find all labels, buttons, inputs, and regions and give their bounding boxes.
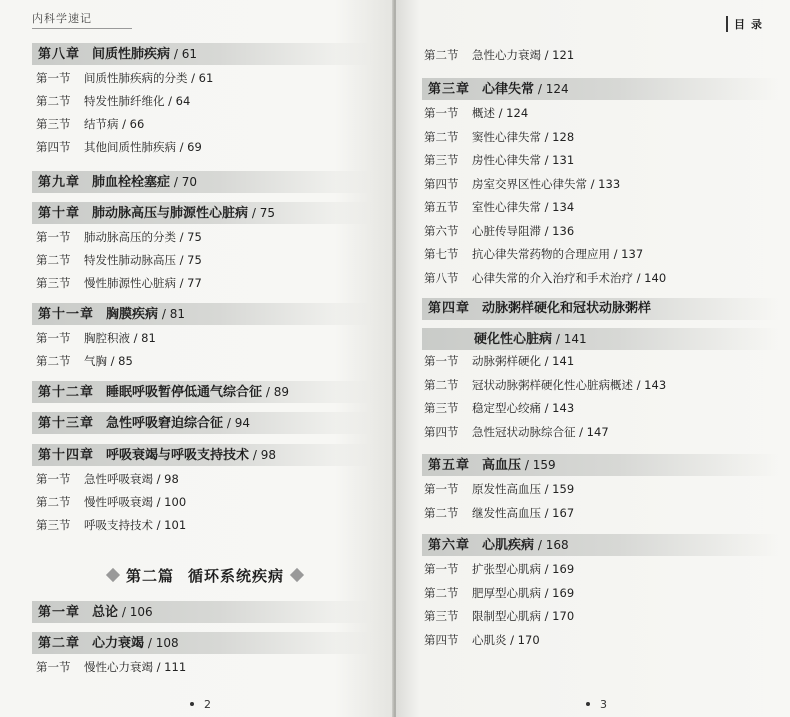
section-number: 第一节 <box>36 331 71 345</box>
section-number: 第一节 <box>36 472 71 486</box>
toc-section-entry <box>424 480 574 498</box>
section-title: 急性心力衰竭 <box>472 48 541 62</box>
section-title: 室性心律失常 <box>472 200 541 214</box>
section-page: / 124 <box>495 106 529 120</box>
section-title: 心肌炎 <box>472 632 507 647</box>
diamond-ornament-icon <box>290 568 304 582</box>
section-number: 第八节 <box>424 270 459 285</box>
chapter-heading <box>32 381 372 403</box>
section-number: 第二节 <box>424 505 459 520</box>
section-number: 第二节 <box>36 495 71 509</box>
chapter-page: / 81 <box>158 307 185 321</box>
section-page: / 147 <box>575 424 609 439</box>
section-number: 第二节 <box>424 377 459 392</box>
toc-section-entry <box>36 138 202 156</box>
section-number: 第一节 <box>424 106 459 120</box>
chapter-heading <box>422 78 778 100</box>
chapter-number: 第十章 <box>38 206 81 221</box>
section-number: 第四节 <box>36 140 71 154</box>
section-number: 第六节 <box>424 223 459 238</box>
dot-icon <box>586 702 590 706</box>
section-title: 间质性肺疾病的分类 <box>84 71 188 85</box>
toc-section-entry <box>424 631 540 649</box>
section-number: 第三节 <box>424 153 459 167</box>
chapter-number: 第十一章 <box>38 307 95 322</box>
section-number: 第一节 <box>424 354 459 368</box>
section-number: 第二节 <box>36 354 71 368</box>
section-number: 第一节 <box>36 660 71 674</box>
chapter-page: / 168 <box>534 538 569 552</box>
page-number <box>576 698 607 711</box>
section-title: 气胸 <box>84 354 107 368</box>
chapter-title: 总论 <box>92 605 119 620</box>
toc-section-entry <box>424 175 620 193</box>
right-page <box>396 0 790 717</box>
chapter-page: / 89 <box>262 385 289 399</box>
toc-section-entry <box>36 69 213 87</box>
toc-section-entry <box>36 516 186 534</box>
toc-section-entry <box>424 607 574 625</box>
toc-section-entry <box>36 115 144 133</box>
section-page: / 159 <box>541 482 575 496</box>
section-page: / 64 <box>164 94 191 108</box>
chapter-page: / 108 <box>144 636 179 650</box>
chapter-title: 肺血栓栓塞症 <box>92 175 171 190</box>
section-page: / 143 <box>541 401 575 415</box>
page-number-value: 2 <box>204 698 211 711</box>
section-title: 抗心律失常药物的合理应用 <box>472 247 610 261</box>
toc-section-entry <box>424 198 574 216</box>
chapter-page: / 70 <box>170 175 197 189</box>
section-number: 第三节 <box>36 518 71 532</box>
part-number: 第二篇 <box>126 567 175 585</box>
section-title: 特发性肺动脉高压 <box>84 253 176 267</box>
toc-section-entry <box>424 128 574 146</box>
section-title: 慢性呼吸衰竭 <box>84 495 153 509</box>
section-number: 第一节 <box>424 482 459 496</box>
section-page: / 128 <box>541 129 575 144</box>
section-title: 限制型心肌病 <box>472 609 541 623</box>
section-page: / 101 <box>153 518 187 532</box>
section-page: / 69 <box>176 140 202 154</box>
toc-section-entry <box>36 470 179 488</box>
section-page: / 170 <box>506 632 540 647</box>
chapter-page: / 94 <box>223 416 250 430</box>
chapter-title: 睡眠呼吸暂停低通气综合征 <box>106 385 263 400</box>
chapter-heading <box>32 202 372 224</box>
section-page: / 100 <box>153 495 187 509</box>
section-page: / 137 <box>610 247 644 261</box>
chapter-title: 动脉粥样硬化和冠状动脉粥样 <box>482 301 652 316</box>
toc-section-entry <box>36 493 186 511</box>
toc-section-entry <box>424 151 574 169</box>
section-page: / 131 <box>541 153 575 167</box>
toc-section-entry <box>424 399 574 417</box>
section-page: / 133 <box>587 176 621 191</box>
section-title: 心脏传导阻滞 <box>472 223 541 238</box>
section-title: 动脉粥样硬化 <box>472 354 541 368</box>
section-page: / 140 <box>633 270 667 285</box>
section-title: 概述 <box>472 106 495 120</box>
toc-section-entry <box>424 46 574 64</box>
toc-section-entry <box>36 251 202 269</box>
toc-section-entry <box>424 376 666 394</box>
chapter-page: / 61 <box>170 47 197 61</box>
chapter-number: 第六章 <box>428 538 471 553</box>
chapter-title: 肺动脉高压与肺源性心脏病 <box>92 206 249 221</box>
section-number: 第三节 <box>36 276 71 290</box>
page-number-value: 3 <box>600 698 607 711</box>
section-title: 房室交界区性心律失常 <box>472 176 587 191</box>
chapter-page: / 141 <box>552 332 587 346</box>
toc-section-entry <box>36 658 186 676</box>
toc-section-entry <box>36 274 202 292</box>
chapter-number: 第四章 <box>428 301 471 316</box>
chapter-number: 第十三章 <box>38 416 95 431</box>
chapter-title: 心律失常 <box>482 82 535 97</box>
section-title: 继发性高血压 <box>472 505 541 520</box>
section-number: 第七节 <box>424 247 459 261</box>
toc-section-entry <box>424 584 574 602</box>
section-title: 其他间质性肺疾病 <box>84 140 176 154</box>
toc-section-entry <box>424 352 574 370</box>
chapter-heading <box>32 632 372 654</box>
chapter-title: 呼吸衰竭与呼吸支持技术 <box>106 448 250 463</box>
section-title: 特发性肺纤维化 <box>84 94 165 108</box>
toc-section-entry <box>36 329 156 347</box>
chapter-number: 第九章 <box>38 175 81 190</box>
section-title: 原发性高血压 <box>472 482 541 496</box>
section-page: / 77 <box>176 276 202 290</box>
section-page: / 111 <box>153 660 187 674</box>
section-page: / 121 <box>541 48 575 62</box>
toc-section-entry <box>424 560 574 578</box>
section-page: / 169 <box>541 562 575 576</box>
section-number: 第一节 <box>36 230 71 244</box>
chapter-title: 高血压 <box>482 458 522 473</box>
toc-section-entry <box>424 104 528 122</box>
chapter-number: 第八章 <box>38 47 81 62</box>
part-title: 循环系统疾病 <box>188 567 285 585</box>
section-page: / 98 <box>153 472 179 486</box>
section-page: / 134 <box>541 200 575 214</box>
section-title: 心律失常的介入治疗和手术治疗 <box>472 270 633 285</box>
chapter-page: / 98 <box>249 448 276 462</box>
section-page: / 136 <box>541 223 575 238</box>
section-page: / 141 <box>541 354 575 368</box>
section-number: 第四节 <box>424 176 459 191</box>
running-head: 目录 <box>726 16 768 32</box>
section-title: 结节病 <box>84 117 119 131</box>
left-page <box>0 0 394 717</box>
section-number: 第四节 <box>424 424 459 439</box>
section-number: 第一节 <box>36 71 71 85</box>
toc-section-entry <box>424 269 666 287</box>
section-title: 急性呼吸衰竭 <box>84 472 153 486</box>
chapter-heading <box>32 444 372 466</box>
section-page: / 143 <box>633 377 667 392</box>
section-title: 冠状动脉粥样硬化性心脏病概述 <box>472 377 633 392</box>
section-page: / 75 <box>176 230 202 244</box>
chapter-heading <box>422 454 778 476</box>
chapter-title: 间质性肺疾病 <box>92 47 171 62</box>
chapter-number: 第二章 <box>38 636 81 651</box>
section-title: 急性冠状动脉综合征 <box>472 424 576 439</box>
chapter-heading <box>422 534 778 556</box>
chapter-page: / 106 <box>118 605 153 619</box>
section-title: 房性心律失常 <box>472 153 541 167</box>
toc-section-entry <box>424 245 643 263</box>
section-number: 第二节 <box>424 129 459 144</box>
section-page: / 85 <box>107 354 133 368</box>
chapter-number: 第一章 <box>38 605 81 620</box>
section-number: 第一节 <box>424 562 459 576</box>
dot-icon <box>190 702 194 706</box>
section-page: / 61 <box>187 71 214 85</box>
part-heading <box>108 565 302 586</box>
section-page: / 167 <box>541 505 575 520</box>
chapter-title: 心肌疾病 <box>482 538 535 553</box>
chapter-title-continued: 硬化性心脏病 <box>474 332 553 347</box>
section-page: / 66 <box>118 117 145 131</box>
chapter-heading <box>422 328 778 350</box>
chapter-page: / 124 <box>534 82 569 96</box>
section-number: 第二节 <box>424 48 459 62</box>
toc-section-entry <box>424 504 574 522</box>
page-number <box>180 698 211 711</box>
section-title: 窦性心律失常 <box>472 129 541 144</box>
chapter-number: 第五章 <box>428 458 471 473</box>
section-page: / 75 <box>176 253 202 267</box>
chapter-title: 心力衰竭 <box>92 636 145 651</box>
toc-section-entry <box>36 92 190 110</box>
section-page: / 169 <box>541 585 575 600</box>
section-title: 肺动脉高压的分类 <box>84 230 176 244</box>
section-title: 胸腔积液 <box>84 331 130 345</box>
diamond-ornament-icon <box>106 568 120 582</box>
section-title: 稳定型心绞痛 <box>472 401 541 415</box>
running-head: 内科学速记 <box>32 10 132 29</box>
section-number: 第二节 <box>36 94 71 108</box>
chapter-heading <box>32 412 372 434</box>
chapter-number: 第十二章 <box>38 385 95 400</box>
chapter-number: 第三章 <box>428 82 471 97</box>
section-page: / 81 <box>130 331 156 345</box>
chapter-heading <box>422 298 778 320</box>
toc-section-entry <box>424 222 574 240</box>
section-number: 第三节 <box>36 117 71 131</box>
section-number: 第二节 <box>36 253 71 267</box>
chapter-page: / 159 <box>521 458 556 472</box>
chapter-heading <box>32 43 372 65</box>
section-title: 肥厚型心肌病 <box>472 585 541 600</box>
section-number: 第二节 <box>424 585 459 600</box>
chapter-heading <box>32 171 372 193</box>
section-number: 第四节 <box>424 632 459 647</box>
chapter-title: 急性呼吸窘迫综合征 <box>106 416 224 431</box>
section-title: 扩张型心肌病 <box>472 562 541 576</box>
section-title: 慢性心力衰竭 <box>84 660 153 674</box>
section-title: 呼吸支持技术 <box>84 518 153 532</box>
chapter-title: 胸膜疾病 <box>106 307 159 322</box>
section-number: 第三节 <box>424 609 459 623</box>
toc-section-entry <box>36 228 202 246</box>
section-number: 第五节 <box>424 200 459 214</box>
toc-section-entry <box>36 352 133 370</box>
chapter-heading <box>32 601 372 623</box>
chapter-number: 第十四章 <box>38 448 95 463</box>
chapter-heading <box>32 303 372 325</box>
section-number: 第三节 <box>424 401 459 415</box>
section-title: 慢性肺源性心脏病 <box>84 276 176 290</box>
section-page: / 170 <box>541 609 575 623</box>
chapter-page: / 75 <box>248 206 275 220</box>
toc-section-entry <box>424 423 609 441</box>
